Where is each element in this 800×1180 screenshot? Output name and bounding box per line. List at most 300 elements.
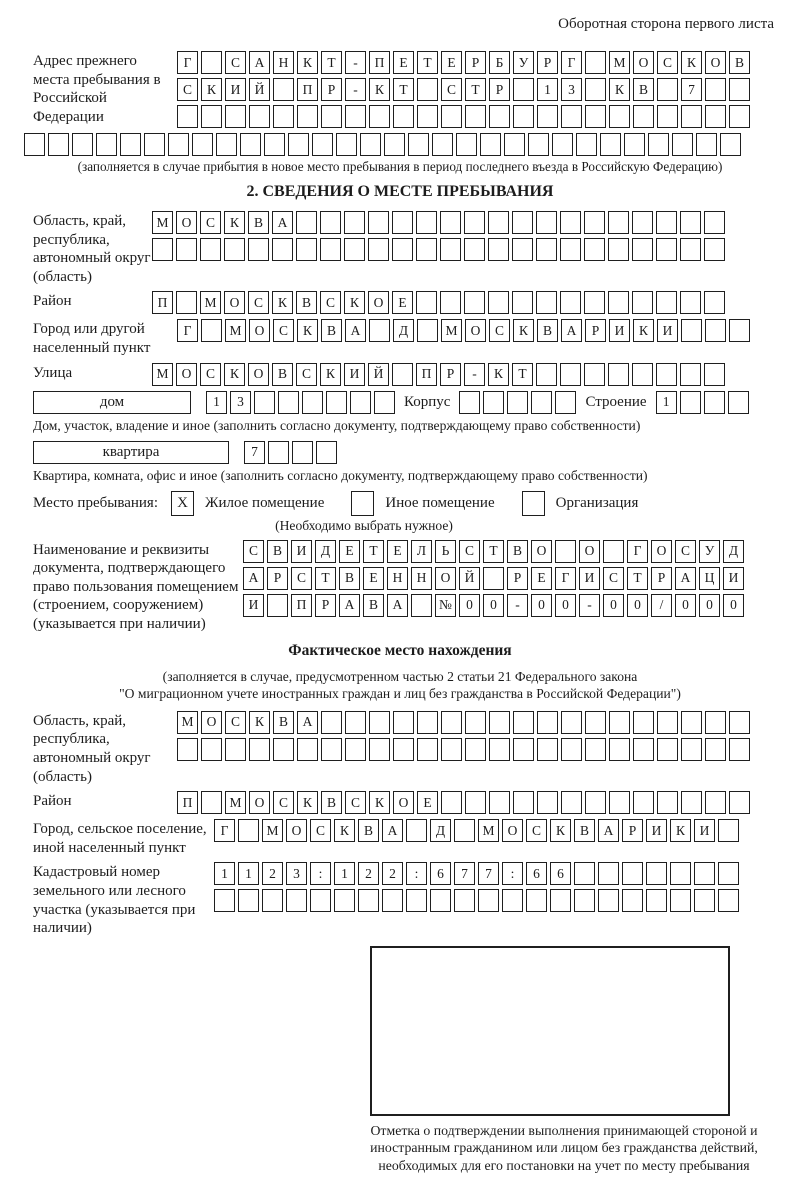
char-cell[interactable] bbox=[406, 819, 427, 842]
char-cell[interactable]: О bbox=[502, 819, 523, 842]
char-cell[interactable]: С bbox=[296, 363, 317, 386]
char-cell[interactable] bbox=[288, 133, 309, 156]
char-cell[interactable] bbox=[216, 133, 237, 156]
char-cell[interactable] bbox=[694, 889, 715, 912]
char-cell[interactable] bbox=[408, 133, 429, 156]
char-cell[interactable]: С bbox=[200, 363, 221, 386]
char-cell[interactable] bbox=[465, 791, 486, 814]
char-cell[interactable] bbox=[513, 711, 534, 734]
char-cell[interactable] bbox=[555, 391, 576, 414]
char-cell[interactable] bbox=[417, 105, 438, 128]
char-cell[interactable]: В bbox=[267, 540, 288, 563]
char-cell[interactable]: П bbox=[297, 78, 318, 101]
char-cell[interactable] bbox=[704, 211, 725, 234]
char-cell[interactable] bbox=[680, 391, 701, 414]
char-cell[interactable]: 2 bbox=[358, 862, 379, 885]
char-cell[interactable]: В bbox=[339, 567, 360, 590]
char-cell[interactable] bbox=[465, 711, 486, 734]
char-cell[interactable] bbox=[411, 594, 432, 617]
char-cell[interactable] bbox=[459, 391, 480, 414]
char-cell[interactable] bbox=[657, 711, 678, 734]
char-cell[interactable] bbox=[201, 319, 222, 342]
char-cell[interactable] bbox=[552, 133, 573, 156]
char-cell[interactable]: П bbox=[369, 51, 390, 74]
char-cell[interactable] bbox=[192, 133, 213, 156]
char-cell[interactable]: С bbox=[603, 567, 624, 590]
char-cell[interactable]: Л bbox=[411, 540, 432, 563]
char-cell[interactable]: А bbox=[249, 51, 270, 74]
char-cell[interactable]: Е bbox=[393, 51, 414, 74]
char-cell[interactable] bbox=[320, 238, 341, 261]
char-cell[interactable]: Н bbox=[273, 51, 294, 74]
char-cell[interactable] bbox=[326, 391, 347, 414]
char-cell[interactable]: М bbox=[441, 319, 462, 342]
char-cell[interactable] bbox=[526, 889, 547, 912]
char-cell[interactable] bbox=[432, 133, 453, 156]
char-cell[interactable]: Б bbox=[489, 51, 510, 74]
char-cell[interactable]: В bbox=[729, 51, 750, 74]
char-cell[interactable] bbox=[555, 540, 576, 563]
char-cell[interactable] bbox=[513, 738, 534, 761]
char-cell[interactable]: М bbox=[225, 791, 246, 814]
char-cell[interactable]: Р bbox=[315, 594, 336, 617]
char-cell[interactable]: О bbox=[249, 791, 270, 814]
char-cell[interactable]: К bbox=[344, 291, 365, 314]
char-cell[interactable] bbox=[464, 291, 485, 314]
char-cell[interactable] bbox=[609, 105, 630, 128]
char-cell[interactable]: И bbox=[243, 594, 264, 617]
char-cell[interactable] bbox=[416, 238, 437, 261]
char-cell[interactable]: 2 bbox=[382, 862, 403, 885]
char-cell[interactable] bbox=[249, 105, 270, 128]
char-cell[interactable] bbox=[48, 133, 69, 156]
char-cell[interactable] bbox=[360, 133, 381, 156]
char-cell[interactable]: А bbox=[561, 319, 582, 342]
char-cell[interactable] bbox=[488, 291, 509, 314]
char-cell[interactable] bbox=[176, 238, 197, 261]
char-cell[interactable]: 6 bbox=[550, 862, 571, 885]
char-cell[interactable] bbox=[624, 133, 645, 156]
char-cell[interactable] bbox=[656, 238, 677, 261]
char-cell[interactable] bbox=[24, 133, 45, 156]
char-cell[interactable]: Р bbox=[321, 78, 342, 101]
char-cell[interactable] bbox=[286, 889, 307, 912]
char-cell[interactable] bbox=[512, 211, 533, 234]
char-cell[interactable] bbox=[536, 238, 557, 261]
char-cell[interactable]: 3 bbox=[561, 78, 582, 101]
char-cell[interactable]: В bbox=[321, 791, 342, 814]
char-cell[interactable] bbox=[224, 238, 245, 261]
char-cell[interactable]: - bbox=[345, 78, 366, 101]
char-cell[interactable]: № bbox=[435, 594, 456, 617]
char-cell[interactable] bbox=[561, 791, 582, 814]
char-cell[interactable] bbox=[705, 78, 726, 101]
char-cell[interactable] bbox=[584, 238, 605, 261]
char-cell[interactable] bbox=[718, 889, 739, 912]
char-cell[interactable] bbox=[560, 238, 581, 261]
char-cell[interactable] bbox=[622, 862, 643, 885]
char-cell[interactable] bbox=[584, 211, 605, 234]
char-cell[interactable] bbox=[144, 133, 165, 156]
char-cell[interactable]: 0 bbox=[675, 594, 696, 617]
char-cell[interactable] bbox=[177, 738, 198, 761]
char-cell[interactable]: 0 bbox=[531, 594, 552, 617]
char-cell[interactable] bbox=[297, 738, 318, 761]
char-cell[interactable]: П bbox=[291, 594, 312, 617]
char-cell[interactable] bbox=[536, 363, 557, 386]
char-cell[interactable] bbox=[406, 889, 427, 912]
char-cell[interactable] bbox=[536, 291, 557, 314]
char-cell[interactable] bbox=[201, 105, 222, 128]
char-cell[interactable] bbox=[729, 791, 750, 814]
char-cell[interactable] bbox=[633, 105, 654, 128]
char-cell[interactable] bbox=[512, 238, 533, 261]
char-cell[interactable]: К bbox=[297, 51, 318, 74]
char-cell[interactable]: О bbox=[201, 711, 222, 734]
char-cell[interactable] bbox=[345, 105, 366, 128]
char-cell[interactable] bbox=[345, 711, 366, 734]
char-cell[interactable]: С bbox=[291, 567, 312, 590]
char-cell[interactable]: Д bbox=[315, 540, 336, 563]
char-cell[interactable] bbox=[646, 862, 667, 885]
char-cell[interactable]: А bbox=[272, 211, 293, 234]
char-cell[interactable]: 7 bbox=[478, 862, 499, 885]
char-cell[interactable]: К bbox=[550, 819, 571, 842]
char-cell[interactable]: К bbox=[224, 211, 245, 234]
char-cell[interactable]: А bbox=[382, 819, 403, 842]
char-cell[interactable]: Т bbox=[393, 78, 414, 101]
char-cell[interactable]: П bbox=[152, 291, 173, 314]
char-cell[interactable]: Д bbox=[723, 540, 744, 563]
char-cell[interactable]: 0 bbox=[483, 594, 504, 617]
char-cell[interactable]: Е bbox=[363, 567, 384, 590]
char-cell[interactable] bbox=[201, 51, 222, 74]
char-cell[interactable]: Р bbox=[267, 567, 288, 590]
char-cell[interactable]: С bbox=[441, 78, 462, 101]
char-cell[interactable] bbox=[488, 238, 509, 261]
char-cell[interactable] bbox=[680, 238, 701, 261]
char-cell[interactable]: 0 bbox=[723, 594, 744, 617]
char-cell[interactable]: К bbox=[249, 711, 270, 734]
char-cell[interactable] bbox=[393, 105, 414, 128]
char-cell[interactable] bbox=[680, 211, 701, 234]
char-cell[interactable]: Г bbox=[177, 51, 198, 74]
char-cell[interactable] bbox=[657, 791, 678, 814]
char-cell[interactable] bbox=[560, 211, 581, 234]
char-cell[interactable]: 1 bbox=[238, 862, 259, 885]
char-cell[interactable]: О bbox=[633, 51, 654, 74]
char-cell[interactable] bbox=[656, 363, 677, 386]
char-cell[interactable] bbox=[201, 791, 222, 814]
char-cell[interactable]: 1 bbox=[656, 391, 677, 414]
char-cell[interactable]: И bbox=[225, 78, 246, 101]
char-cell[interactable]: : bbox=[406, 862, 427, 885]
char-cell[interactable] bbox=[238, 889, 259, 912]
char-cell[interactable] bbox=[585, 711, 606, 734]
char-cell[interactable] bbox=[585, 105, 606, 128]
char-cell[interactable] bbox=[478, 889, 499, 912]
char-cell[interactable] bbox=[358, 889, 379, 912]
char-cell[interactable]: П bbox=[177, 791, 198, 814]
char-cell[interactable] bbox=[537, 711, 558, 734]
char-cell[interactable]: И bbox=[579, 567, 600, 590]
char-cell[interactable]: К bbox=[297, 319, 318, 342]
char-cell[interactable] bbox=[321, 738, 342, 761]
char-cell[interactable] bbox=[273, 738, 294, 761]
char-cell[interactable]: Р bbox=[585, 319, 606, 342]
char-cell[interactable]: С bbox=[273, 791, 294, 814]
char-cell[interactable]: С bbox=[225, 711, 246, 734]
char-cell[interactable] bbox=[729, 711, 750, 734]
char-cell[interactable] bbox=[672, 133, 693, 156]
char-cell[interactable]: И bbox=[694, 819, 715, 842]
char-cell[interactable]: Н bbox=[411, 567, 432, 590]
char-cell[interactable]: Е bbox=[339, 540, 360, 563]
char-cell[interactable]: Е bbox=[441, 51, 462, 74]
char-cell[interactable] bbox=[296, 238, 317, 261]
char-cell[interactable] bbox=[369, 105, 390, 128]
char-cell[interactable] bbox=[513, 791, 534, 814]
char-cell[interactable] bbox=[632, 211, 653, 234]
char-cell[interactable] bbox=[214, 889, 235, 912]
char-cell[interactable]: Р bbox=[465, 51, 486, 74]
char-cell[interactable]: В bbox=[272, 363, 293, 386]
char-cell[interactable] bbox=[585, 791, 606, 814]
char-cell[interactable]: 0 bbox=[555, 594, 576, 617]
char-cell[interactable]: К bbox=[488, 363, 509, 386]
char-cell[interactable] bbox=[441, 711, 462, 734]
char-cell[interactable] bbox=[296, 211, 317, 234]
char-cell[interactable]: М bbox=[152, 211, 173, 234]
char-cell[interactable] bbox=[392, 238, 413, 261]
char-cell[interactable]: О bbox=[579, 540, 600, 563]
char-cell[interactable] bbox=[656, 211, 677, 234]
char-cell[interactable]: О bbox=[286, 819, 307, 842]
char-cell[interactable]: Р bbox=[507, 567, 528, 590]
char-cell[interactable] bbox=[225, 738, 246, 761]
char-cell[interactable]: О bbox=[249, 319, 270, 342]
char-cell[interactable]: С bbox=[675, 540, 696, 563]
char-cell[interactable] bbox=[585, 51, 606, 74]
char-cell[interactable]: Д bbox=[430, 819, 451, 842]
char-cell[interactable]: 0 bbox=[603, 594, 624, 617]
char-cell[interactable] bbox=[489, 105, 510, 128]
char-cell[interactable] bbox=[369, 711, 390, 734]
char-cell[interactable]: С bbox=[177, 78, 198, 101]
char-cell[interactable] bbox=[417, 78, 438, 101]
char-cell[interactable] bbox=[696, 133, 717, 156]
char-cell[interactable] bbox=[585, 78, 606, 101]
char-cell[interactable]: И bbox=[291, 540, 312, 563]
char-cell[interactable] bbox=[262, 889, 283, 912]
char-cell[interactable] bbox=[321, 711, 342, 734]
char-cell[interactable] bbox=[513, 78, 534, 101]
char-cell[interactable] bbox=[681, 711, 702, 734]
char-cell[interactable]: Т bbox=[363, 540, 384, 563]
char-cell[interactable] bbox=[368, 211, 389, 234]
char-cell[interactable] bbox=[272, 238, 293, 261]
char-cell[interactable] bbox=[454, 819, 475, 842]
char-cell[interactable]: 2 bbox=[262, 862, 283, 885]
char-cell[interactable]: 6 bbox=[430, 862, 451, 885]
char-cell[interactable]: А bbox=[598, 819, 619, 842]
char-cell[interactable] bbox=[622, 889, 643, 912]
char-cell[interactable]: С bbox=[489, 319, 510, 342]
char-cell[interactable]: О bbox=[465, 319, 486, 342]
char-cell[interactable]: И bbox=[609, 319, 630, 342]
char-cell[interactable]: К bbox=[272, 291, 293, 314]
char-cell[interactable]: О bbox=[224, 291, 245, 314]
char-cell[interactable] bbox=[729, 105, 750, 128]
char-cell[interactable] bbox=[392, 363, 413, 386]
char-cell[interactable] bbox=[536, 211, 557, 234]
char-cell[interactable]: В bbox=[507, 540, 528, 563]
char-cell[interactable] bbox=[574, 889, 595, 912]
char-cell[interactable] bbox=[608, 363, 629, 386]
char-cell[interactable] bbox=[384, 133, 405, 156]
char-cell[interactable] bbox=[584, 363, 605, 386]
char-cell[interactable]: Р bbox=[622, 819, 643, 842]
char-cell[interactable]: О bbox=[248, 363, 269, 386]
char-cell[interactable] bbox=[729, 78, 750, 101]
char-cell[interactable]: Т bbox=[321, 51, 342, 74]
char-cell[interactable]: Г bbox=[561, 51, 582, 74]
char-cell[interactable]: О bbox=[393, 791, 414, 814]
char-cell[interactable]: А bbox=[675, 567, 696, 590]
char-cell[interactable]: О bbox=[368, 291, 389, 314]
char-cell[interactable]: 7 bbox=[454, 862, 475, 885]
char-cell[interactable] bbox=[681, 791, 702, 814]
char-cell[interactable]: В bbox=[537, 319, 558, 342]
char-cell[interactable]: В bbox=[273, 711, 294, 734]
char-cell[interactable]: - bbox=[579, 594, 600, 617]
char-cell[interactable]: К bbox=[681, 51, 702, 74]
char-cell[interactable] bbox=[267, 594, 288, 617]
char-cell[interactable]: Т bbox=[417, 51, 438, 74]
char-cell[interactable]: О bbox=[176, 363, 197, 386]
stay-type-checkbox-inoe[interactable] bbox=[351, 491, 374, 516]
char-cell[interactable] bbox=[680, 291, 701, 314]
char-cell[interactable] bbox=[704, 238, 725, 261]
char-cell[interactable]: Т bbox=[627, 567, 648, 590]
char-cell[interactable] bbox=[489, 738, 510, 761]
char-cell[interactable] bbox=[456, 133, 477, 156]
char-cell[interactable] bbox=[704, 363, 725, 386]
char-cell[interactable] bbox=[430, 889, 451, 912]
char-cell[interactable] bbox=[120, 133, 141, 156]
char-cell[interactable] bbox=[550, 889, 571, 912]
char-cell[interactable] bbox=[382, 889, 403, 912]
char-cell[interactable]: 0 bbox=[627, 594, 648, 617]
char-cell[interactable] bbox=[416, 211, 437, 234]
char-cell[interactable]: К bbox=[609, 78, 630, 101]
char-cell[interactable] bbox=[608, 211, 629, 234]
char-cell[interactable] bbox=[417, 711, 438, 734]
char-cell[interactable]: Е bbox=[417, 791, 438, 814]
char-cell[interactable]: 6 bbox=[526, 862, 547, 885]
char-cell[interactable] bbox=[273, 105, 294, 128]
char-cell[interactable] bbox=[704, 291, 725, 314]
char-cell[interactable] bbox=[248, 238, 269, 261]
char-cell[interactable] bbox=[720, 133, 741, 156]
char-cell[interactable] bbox=[264, 133, 285, 156]
char-cell[interactable] bbox=[334, 889, 355, 912]
char-cell[interactable] bbox=[316, 441, 337, 464]
char-cell[interactable]: Й bbox=[368, 363, 389, 386]
char-cell[interactable] bbox=[320, 211, 341, 234]
char-cell[interactable]: С bbox=[320, 291, 341, 314]
char-cell[interactable]: К bbox=[369, 791, 390, 814]
char-cell[interactable]: С bbox=[657, 51, 678, 74]
char-cell[interactable] bbox=[729, 738, 750, 761]
char-cell[interactable] bbox=[561, 738, 582, 761]
char-cell[interactable] bbox=[574, 862, 595, 885]
char-cell[interactable]: К bbox=[633, 319, 654, 342]
char-cell[interactable] bbox=[417, 738, 438, 761]
char-cell[interactable] bbox=[480, 133, 501, 156]
char-cell[interactable] bbox=[648, 133, 669, 156]
char-cell[interactable] bbox=[254, 391, 275, 414]
char-cell[interactable] bbox=[656, 291, 677, 314]
char-cell[interactable] bbox=[441, 738, 462, 761]
char-cell[interactable]: М bbox=[609, 51, 630, 74]
char-cell[interactable] bbox=[531, 391, 552, 414]
char-cell[interactable]: М bbox=[177, 711, 198, 734]
char-cell[interactable] bbox=[344, 238, 365, 261]
char-cell[interactable] bbox=[369, 319, 390, 342]
char-cell[interactable]: В bbox=[248, 211, 269, 234]
char-cell[interactable]: / bbox=[651, 594, 672, 617]
char-cell[interactable]: С bbox=[243, 540, 264, 563]
char-cell[interactable] bbox=[657, 738, 678, 761]
char-cell[interactable] bbox=[489, 711, 510, 734]
char-cell[interactable]: В bbox=[633, 78, 654, 101]
char-cell[interactable] bbox=[488, 211, 509, 234]
char-cell[interactable] bbox=[240, 133, 261, 156]
char-cell[interactable]: Г bbox=[214, 819, 235, 842]
char-cell[interactable] bbox=[440, 238, 461, 261]
char-cell[interactable]: К bbox=[369, 78, 390, 101]
char-cell[interactable]: Н bbox=[387, 567, 408, 590]
char-cell[interactable]: И bbox=[344, 363, 365, 386]
char-cell[interactable] bbox=[302, 391, 323, 414]
char-cell[interactable]: Р bbox=[440, 363, 461, 386]
char-cell[interactable]: - bbox=[464, 363, 485, 386]
char-cell[interactable] bbox=[440, 211, 461, 234]
char-cell[interactable] bbox=[705, 105, 726, 128]
char-cell[interactable] bbox=[609, 791, 630, 814]
char-cell[interactable]: С bbox=[248, 291, 269, 314]
char-cell[interactable]: Ц bbox=[699, 567, 720, 590]
char-cell[interactable]: Е bbox=[387, 540, 408, 563]
char-cell[interactable]: Т bbox=[483, 540, 504, 563]
char-cell[interactable] bbox=[633, 711, 654, 734]
char-cell[interactable] bbox=[440, 291, 461, 314]
char-cell[interactable]: 3 bbox=[286, 862, 307, 885]
char-cell[interactable]: П bbox=[416, 363, 437, 386]
char-cell[interactable]: С bbox=[345, 791, 366, 814]
char-cell[interactable]: В bbox=[358, 819, 379, 842]
char-cell[interactable]: А bbox=[345, 319, 366, 342]
char-cell[interactable]: Р bbox=[651, 567, 672, 590]
char-cell[interactable] bbox=[225, 105, 246, 128]
char-cell[interactable] bbox=[344, 211, 365, 234]
char-cell[interactable] bbox=[441, 105, 462, 128]
char-cell[interactable]: О bbox=[705, 51, 726, 74]
char-cell[interactable] bbox=[704, 391, 725, 414]
char-cell[interactable] bbox=[561, 711, 582, 734]
char-cell[interactable] bbox=[537, 791, 558, 814]
